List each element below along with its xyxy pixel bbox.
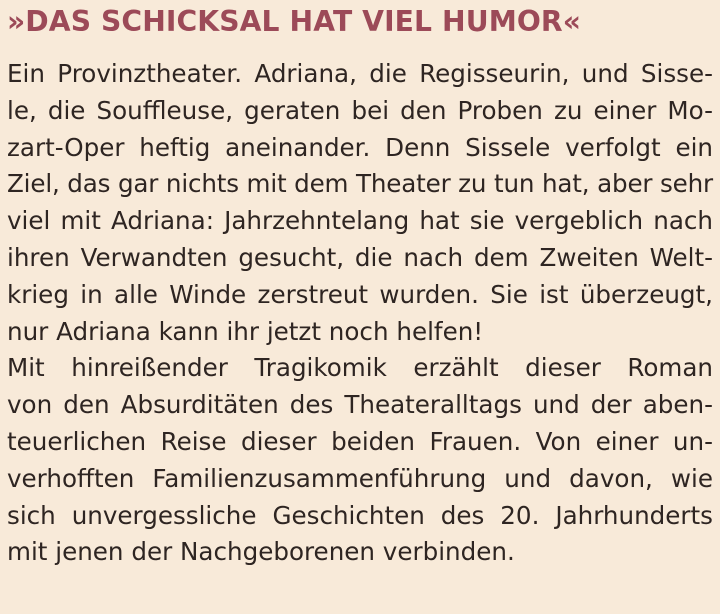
- text-line: Ein Provinztheater. Adriana, die Regisseurin, und Sisse-: [7, 59, 713, 88]
- blurb-body: [7, 56, 713, 571]
- text-line: le, die Souffleuse, geraten bei den Proben zu einer Mo-: [7, 95, 713, 125]
- text-line: zart-Oper heftig aneinander. Denn Sissele verfolgt ein: [7, 132, 713, 162]
- paragraph-1: [7, 56, 713, 350]
- text-line: nur Adriana kann ihr jetzt noch helfen!: [7, 316, 484, 346]
- paragraph-2: [7, 350, 713, 571]
- text-line: ihren Verwandten gesucht, die nach dem Zweiten Welt-: [7, 242, 713, 272]
- text-line: teuerlichen Reise dieser beiden Frauen. Von einer un-: [7, 426, 713, 456]
- blurb-heading: »DAS SCHICKSAL HAT VIEL HUMOR«: [7, 5, 582, 38]
- text-line: sich unvergessliche Geschichten des 20. Jahrhunderts: [7, 500, 713, 530]
- text-line: mit jenen der Nachgeborenen verbinden.: [7, 537, 515, 567]
- text-line: viel mit Adriana: Jahrzehntelang hat sie vergeblich nach: [7, 206, 713, 236]
- text-line: Mit hinreißender Tragikomik erzählt dieser Roman: [7, 353, 713, 383]
- text-line: von den Absurditäten des Theateralltags und der aben-: [7, 390, 713, 420]
- text-line: verhofften Familienzusammenführung und davon, wie: [7, 463, 713, 493]
- text-line: krieg in alle Winde zerstreut wurden. Sie ist überzeugt,: [7, 279, 713, 309]
- text-line: Ziel, das gar nichts mit dem Theater zu tun hat, aber sehr: [7, 169, 713, 199]
